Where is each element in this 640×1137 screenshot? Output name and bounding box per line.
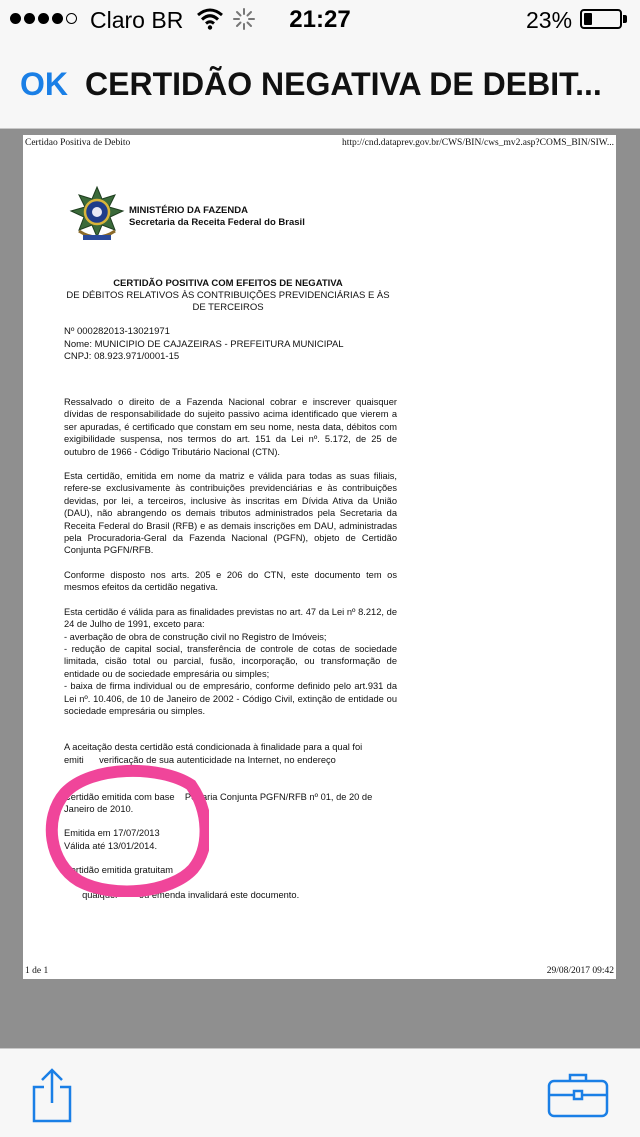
taxpayer-name: Nome: MUNICIPIO DE CAJAZEIRAS - PREFEITURA MUNICIPAL (64, 338, 344, 350)
battery-level (584, 13, 592, 25)
free-issue-note: Certidão emitida gratuitam . (64, 865, 197, 876)
bottom-toolbar (0, 1048, 640, 1137)
paragraph-2: Esta certidão, emitida em nome da matriz e válida para todas as suas filiais, refere-se exclusivamente às contribuições previdenciárias e às contribuições devidas, por lei, a terceiros, inclusive às inscritas em Dívida Ativa da União (DAU), não abrangendo os demais tributos administrados pela Secretaria da Receita Federal do Brasil (RFB) e as demais inscrições em DAU, administradas pela Procuradoria-Geral da Fazenda Nacional (PGFN), objeto de Certidão Conjunta PGFN/RFB. (64, 471, 397, 556)
taxpayer-info (64, 326, 344, 364)
certificate-title-line2: DE DÉBITOS RELATIVOS ÀS CONTRIBUIÇÕES PREVIDENCIÁRIAS E ÀS (66, 290, 390, 301)
taxpayer-cnpj: CNPJ: 08.923.971/0001-15 (64, 351, 180, 362)
page-header-title: Certidao Positiva de Debito (25, 138, 131, 148)
exception-item-2: - redução de capital social, transferência de controle de cotas de sociedade limitada, cisão total ou parcial, fusão, incorporação, ou transformação de entidade ou de sociedade empresária ou simples; (64, 643, 397, 679)
coat-of-arms-icon (69, 185, 125, 245)
print-timestamp: 29/08/2017 09:42 (546, 966, 614, 976)
battery-percentage: 23% (526, 7, 573, 33)
paragraph-6-line2: Janeiro de 2010. (64, 803, 134, 814)
navigation-bar (0, 40, 640, 129)
issuer-block (129, 205, 305, 229)
document-viewer[interactable] (0, 129, 640, 1048)
exception-item-1: - averbação de obra de construção civil no Registro de Imóveis; (64, 631, 327, 642)
certificate-title (58, 278, 398, 314)
exception-item-3: - baixa de firma individual ou de empresário, conforme definido pelo art.931 da Lei nº. 10.406, de 10 de Janeiro de 2002 - Código Civil, extinção de entidade ou sociedade empresária ou simples. (64, 681, 397, 716)
document-title: CERTIDÃO NEGATIVA DE DEBIT... (85, 66, 602, 102)
battery-tip (623, 15, 627, 23)
paragraph-3: Conforme disposto nos arts. 205 e 206 do CTN, este documento tem os mesmos efeitos da certidão negativa. (64, 569, 397, 593)
tamper-warning: qualquer ou emenda invalidará este documento. (64, 889, 300, 900)
certificate-title-line3: DE TERCEIROS (192, 302, 264, 313)
certificate-title-main: CERTIDÃO POSITIVA COM EFEITOS DE NEGATIVA (113, 278, 343, 289)
paragraph-5-line3: da.gov.br> (64, 767, 170, 778)
valid-until-date: Válida até 13/01/2014. (64, 840, 158, 851)
document-page[interactable] (23, 135, 616, 979)
secretariat-name: Secretaria da Receita Federal do Brasil (129, 217, 305, 228)
page-header-url: http://cnd.dataprev.gov.br/CWS/BIN/cws_mv2.asp?COMS_BIN/SIW... (341, 138, 614, 148)
page-counter: 1 de 1 (25, 966, 49, 976)
paragraph-5-line2: emiti verificação de sua autenticidade na Internet, no endereço (64, 754, 336, 765)
share-icon[interactable] (28, 1067, 76, 1123)
status-bar (0, 0, 640, 40)
toolbox-icon[interactable] (546, 1071, 610, 1119)
battery-icon (580, 9, 622, 29)
paragraph-6-line1: Certidão emitida com base Portaria Conjunta PGFN/RFB nº 01, de 20 de (64, 791, 373, 802)
pink-circle-annotation (41, 763, 209, 897)
certificate-number: Nº 000282013-13021971 (64, 326, 170, 337)
issued-date: Emitida em 17/07/2013 (64, 828, 160, 839)
paragraph-1: Ressalvado o direito de a Fazenda Nacional cobrar e inscrever quaisquer dívidas de responsabilidade do sujeito passivo acima identificado que vierem a ser apuradas, é certificado que constam em seu nome, nesta data, débitos com exigibilidade suspensa, nos termos do art. 151 da Lei nº. 5.172, de 25 de outubro de 1966 - Código Tributário Nacional (CTN). (64, 397, 397, 457)
paragraph-5-line1: A aceitação desta certidão está condicionada à finalidade para a qual foi (64, 742, 363, 753)
carrier-name: Claro BR (90, 7, 184, 33)
ok-button[interactable]: OK (20, 66, 68, 102)
ministry-name: MINISTÉRIO DA FAZENDA (129, 205, 248, 216)
clock: 21:27 (289, 6, 351, 33)
paragraph-4-intro: Esta certidão é válida para as finalidades previstas no art. 47 da Lei nº 8.212, de 24 de Julho de 1991, exceto para: (64, 606, 397, 630)
